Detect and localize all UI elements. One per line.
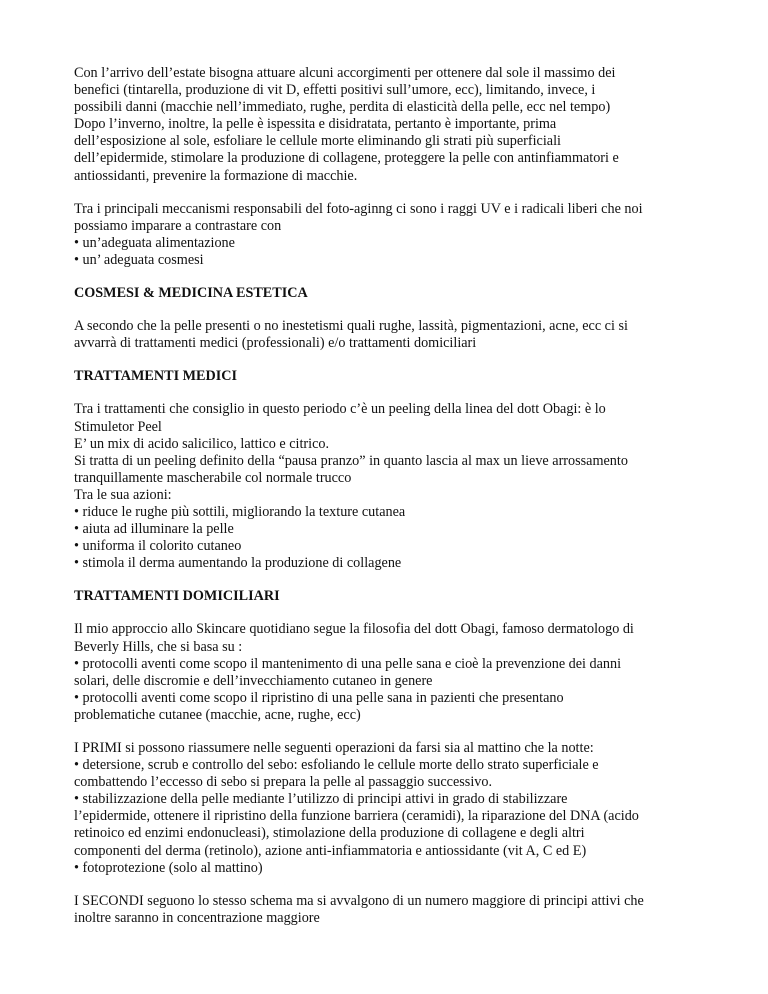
text-line: Beverly Hills, che si basa su : (74, 638, 243, 655)
text-line: A secondo che la pelle presenti o no inestetismi quali rughe, lassità, pigmentazioni, acne, ecc ci si (74, 318, 628, 335)
bullet-item: • stimola il derma aumentando la produzione di collagene (74, 555, 402, 572)
text-line: E’ un mix di acido salicilico, lattico e citrico. (74, 435, 330, 452)
bullet-item: • aiuta ad illuminare la pelle (74, 521, 234, 538)
bullet-item: • uniforma il colorito cutaneo (74, 538, 242, 555)
bullet-item: • un’adeguata alimentazione (74, 234, 235, 251)
text-line: Tra i principali meccanismi responsabili del foto-aginng ci sono i raggi UV e i radicali liberi che noi (74, 200, 643, 217)
bullet-item: • un’ adeguata cosmesi (74, 251, 204, 268)
bullet-item: • stabilizzazione della pelle mediante l’utilizzo di principi attivi in grado di stabilizzare (74, 791, 568, 808)
text-line: tranquillamente mascherabile col normale trucco (74, 469, 352, 486)
text-line: avvarrà di trattamenti medici (professionali) e/o trattamenti domiciliari (74, 335, 477, 352)
section-heading-trattamenti-medici: TRATTAMENTI MEDICI (74, 368, 238, 385)
text-line: Con l’arrivo dell’estate bisogna attuare alcuni accorgimenti per ottenere dal sole il massimo dei (74, 65, 616, 81)
text-line: Si tratta di un peeling definito della “pausa pranzo” in quanto lascia al max un lieve arrossamento (74, 452, 628, 469)
text-line: benefici (tintarella, produzione di vit D, effetti positivi sull’umore, ecc), limitando, invece, i (74, 82, 596, 99)
text-line: retinoico ed enzimi endonucleasi), stimolazione della produzione di collagene e degli altri (74, 825, 585, 842)
bullet-item: • fotoprotezione (solo al mattino) (74, 859, 263, 876)
text-line: Tra i trattamenti che consiglio in questo periodo c’è un peeling della linea del dott Obagi: è lo (74, 401, 606, 418)
text-line: componenti del derma (retinolo), azione anti-infiammatoria e antiossidante (vit A, C ed E) (74, 842, 587, 859)
text-line: combattendo l’eccesso di sebo si prepara la pelle al passaggio successivo. (74, 774, 492, 791)
text-line: solari, delle discromie e dell’invecchiamento cutaneo in genere (74, 672, 433, 689)
bullet-item: • protocolli aventi come scopo il ripristino di una pelle sana in pazienti che presentano (74, 689, 564, 706)
bullet-item: • riduce le rughe più sottili, migliorando la texture cutanea (74, 503, 406, 520)
cosmesi-paragraph (74, 318, 704, 352)
text-line: dell’esposizione al sole, esfoliare le cellule morte eliminando gli strati più superficiali (74, 133, 561, 150)
text-line: possibili danni (macchie nell’immediato, rughe, perdita di elasticità della pelle, ecc nel tempo) (74, 99, 611, 116)
text-line: Stimuletor Peel (74, 418, 162, 435)
text-line: Il mio approccio allo Skincare quotidiano segue la filosofia del dott Obagi, famoso dermatologo di (74, 621, 634, 638)
secondi-paragraph (74, 893, 704, 927)
text-line: I PRIMI si possono riassumere nelle seguenti operazioni da farsi sia al mattino che la notte: (74, 740, 594, 756)
bullet-item: • protocolli aventi come scopo il mantenimento di una pelle sana e cioè la prevenzione dei danni (74, 655, 622, 672)
text-line: l’epidermide, ottenere il ripristino della funzione barriera (ceramidi), la riparazione del DNA (acido (74, 808, 639, 825)
text-line: dell’epidermide, stimolare la produzione di collagene, proteggere la pelle con antinfiammatori e (74, 150, 619, 167)
bullet-item: • detersione, scrub e controllo del sebo: esfoliando le cellule morte dello strato superficiale e (74, 757, 599, 774)
intro-paragraph (74, 65, 704, 185)
text-line: I SECONDI seguono lo stesso schema ma si avvalgono di un numero maggiore di principi attivi che (74, 892, 644, 909)
trattamenti-medici-paragraph (74, 401, 704, 572)
section-heading-trattamenti-domiciliari: TRATTAMENTI DOMICILIARI (74, 588, 280, 605)
skincare-paragraph (74, 621, 704, 724)
text-line: possiamo imparare a contrastare con (74, 217, 282, 234)
text-line: Tra le sua azioni: (74, 486, 172, 503)
text-line: problematiche cutanee (macchie, acne, rughe, ecc) (74, 706, 361, 723)
photoaging-paragraph (74, 201, 704, 269)
primi-paragraph (74, 740, 704, 877)
text-line: antiossidanti, prevenire la formazione di macchie. (74, 167, 358, 184)
text-line: inoltre saranno in concentrazione maggiore (74, 909, 320, 926)
text-line: Dopo l’inverno, inoltre, la pelle è ispessita e disidratata, pertanto è importante, prima (74, 116, 557, 133)
section-heading-cosmesi: COSMESI & MEDICINA ESTETICA (74, 285, 308, 302)
document-body (74, 65, 704, 943)
